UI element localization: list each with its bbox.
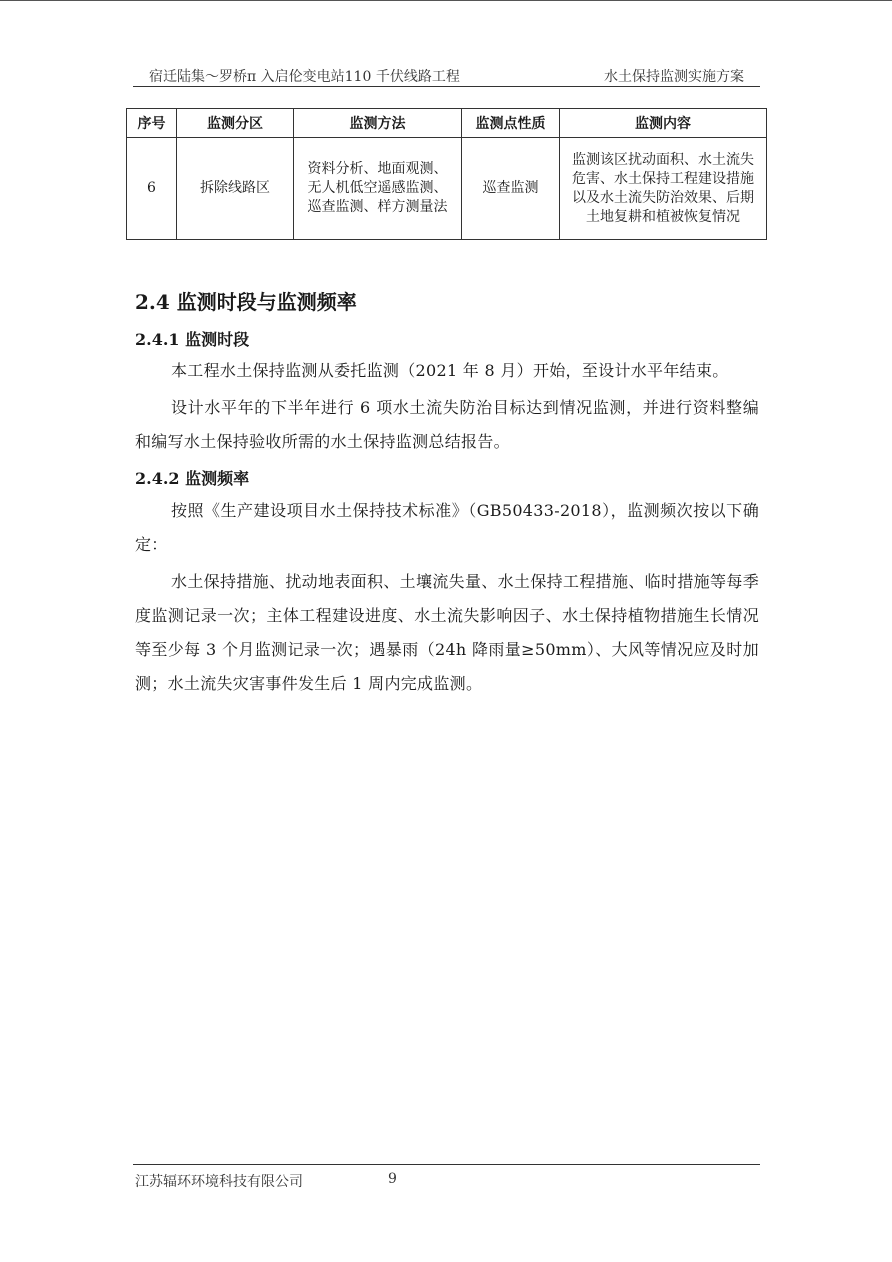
- cell-point-type: 巡查监测: [462, 138, 560, 240]
- subsection-heading-frequency: 2.4.2 监测频率: [135, 469, 250, 488]
- page-number: 9: [388, 1171, 397, 1187]
- column-header-method: 监测方法: [294, 109, 462, 138]
- column-header-point-type: 监测点性质: [462, 109, 560, 138]
- section-heading: 2.4 监测时段与监测频率: [135, 290, 357, 314]
- header-document-title: 水土保持监测实施方案: [604, 69, 744, 85]
- paragraph: 设计水平年的下半年进行 6 项水土流失防治目标达到情况监测，并进行资料整编和编写水土保持验收所需的水土保持监测总结报告。: [135, 398, 759, 451]
- page-footer: [133, 1164, 760, 1190]
- table-row: [127, 138, 767, 240]
- subsection-heading-period: 2.4.1 监测时段: [135, 330, 250, 349]
- paragraph: 本工程水土保持监测从委托监测（2021 年 8 月）开始，至设计水平年结束。: [171, 361, 729, 380]
- cell-content: 监测该区扰动面积、水土流失危害、水土保持工程建设措施以及水土流失防治效果、后期土地复耕和植被恢复情况: [560, 138, 767, 240]
- column-header-content: 监测内容: [560, 109, 767, 138]
- cell-no: 6: [127, 138, 177, 240]
- header-project-title: 宿迁陆集～罗桥π 入启伦变电站110 千伏线路工程: [149, 69, 460, 85]
- paragraph: 水土保持措施、扰动地表面积、土壤流失量、水土保持工程措施、临时措施等每季度监测记录一次；主体工程建设进度、水土流失影响因子、水土保持植物措施生长情况等至少每 3 个月监测记录一次；遇暴雨（24h 降雨量≥50mm）、大风等情况应及时加测；水土流失灾害事件发生后 1 周内完成监测。: [135, 572, 759, 693]
- paragraph: 按照《生产建设项目水土保持技术标准》（GB50433-2018），监测频次按以下确定：: [135, 501, 759, 554]
- cell-zone: 拆除线路区: [177, 138, 294, 240]
- column-header-zone: 监测分区: [177, 109, 294, 138]
- column-header-no: 序号: [127, 109, 177, 138]
- monitoring-table: [126, 108, 767, 240]
- page-header: [133, 64, 760, 87]
- cell-method: 资料分析、地面观测、无人机低空遥感监测、巡查监测、样方测量法: [294, 138, 462, 240]
- top-border-line: [0, 0, 892, 1]
- footer-company: 江苏辐环环境科技有限公司: [135, 1174, 303, 1190]
- table-header-row: [127, 109, 767, 138]
